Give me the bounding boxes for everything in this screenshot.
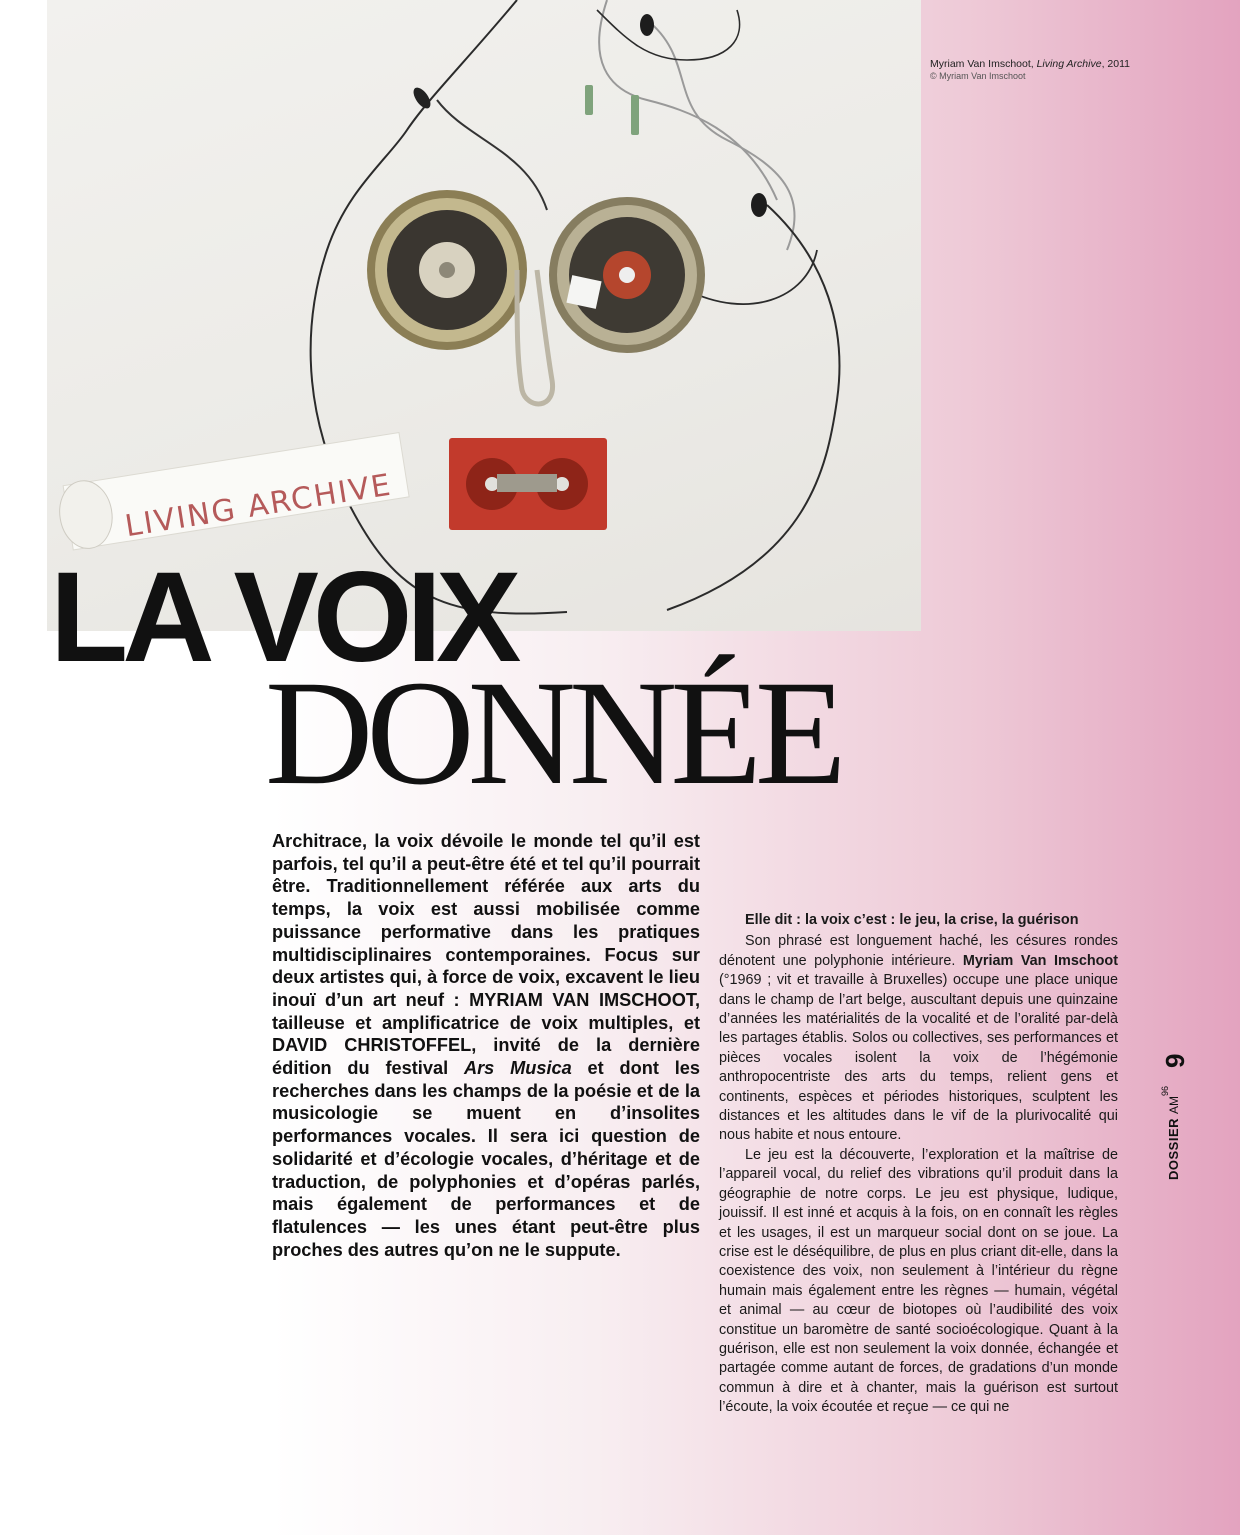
tape-reel-right xyxy=(549,197,705,353)
photo-caption xyxy=(930,58,1130,82)
handwritten-label: LIVING ARCHIVE xyxy=(122,467,395,545)
caption-year: , 2011 xyxy=(1101,58,1130,70)
folio-magazine xyxy=(1160,1085,1181,1114)
headline-line-1: LA VOIX xyxy=(50,546,516,689)
folio-section: DOSSIER xyxy=(1166,1117,1181,1180)
caption-line xyxy=(930,58,1130,70)
body-p1-after: (°1969 ; vit et travaille à Bruxelles) occupe une place unique dans le champ de l’art belge, auscultant depuis une quinzaine d’années les matérialités de la vocalité et de l’oralité par-delà les partages établis. Solos ou collectives, ses performances et pièces vocales isolent la voix de l’hégémonie anthropocentriste des arts du temps, relient gens et continents, espèces et périodes historiques, sculptent les distances et les altitudes dans le vif de la plurivocalité qui nous habite et nous entoure. xyxy=(719,972,1118,1144)
body-p1-before: Son phrasé est longuement haché, les césures rondes dénotent une polyphonie intérieure. xyxy=(719,933,1118,969)
body-paragraph-1 xyxy=(719,932,1118,1145)
living-archive-illustration xyxy=(47,0,921,631)
cover-photo xyxy=(47,0,921,631)
intro-festival: Ars Musica xyxy=(463,1058,572,1079)
intro-part-1: Architrace, la voix dévoile le monde tel qu’il est parfois, tel qu’il a peut-être été et tel qu’il pourrait être. Traditionnellement référée aux arts du temps, la voix est aussi mobilisée comme puissance performative dans les pratiques multidisciplinaires contemporaines. Focus sur deux artistes qui, à force de voix, excavent le lieu inouï d’un art neuf : MYRIAM VAN IMSCHOOT, tailleuse et amplificatrice de voix multiples, et DAVID CHRISTOFFEL, invité de la dernière édition du festival xyxy=(272,831,700,1079)
tape-reel-left xyxy=(367,190,527,350)
folio-issue: 96 xyxy=(1160,1085,1170,1096)
body-subhead: Elle dit : la voix c’est : le jeu, la crise, la guérison xyxy=(745,912,1079,928)
headline-line-2: DONNÉE xyxy=(265,650,840,816)
body-paragraph-2: Le jeu est la découverte, l’exploration et la maîtrise de l’appareil vocal, du relief des vibrations qu’il produit dans la géographie de notre corps. Le jeu est physique, ludique, jouissif. Il est inné et acquis à la fois, on en connaît les règles et les usages, il est un marqueur social dont on se joue. La crise est le déséquilibre, de plus en plus criant dit-elle, dans la coexistence des voix, non seulement à l’intérieur du règne humain mais également entre les règnes — humain, végétal et animal — au cœur de biotopes où l’audibilité des voix constitue un baromètre de santé socioécologique. Quant à la guérison, elle est non seulement la voix donnée, échangée et partagée comme autant de forces, de gradations d’un monde commun à dire et à chanter, mais la guérison est surtout l’écoute, la voix écoutée et reçue — ce qui ne xyxy=(719,1146,1118,1416)
intro-part-2: et dont les recherches dans les champs de la poésie et de la musicologie se muent en d’insolites performances vocales. Il sera ici question de solidarité et d’écologie vocales, d’héritage et de traduction, de polyphonies et d’opéras parlés, mais également de performances et de flatulences — les unes étant peut-être plus proches des autres qu’on ne le suppute. xyxy=(272,1058,700,1260)
caption-work-title: Living Archive xyxy=(1036,58,1102,70)
cassette-mouth xyxy=(449,438,607,530)
folio-page-number: 9 xyxy=(1160,1053,1190,1068)
folio xyxy=(1160,1053,1190,1180)
caption-artist: Myriam Van Imschoot, xyxy=(930,58,1034,70)
intro-paragraph xyxy=(272,830,700,1261)
body-p1-name: Myriam Van Imschoot xyxy=(962,952,1118,969)
folio-magazine-name: AM xyxy=(1167,1095,1181,1114)
caption-credit: © Myriam Van Imschoot xyxy=(930,71,1026,81)
body-column xyxy=(719,911,1118,1418)
